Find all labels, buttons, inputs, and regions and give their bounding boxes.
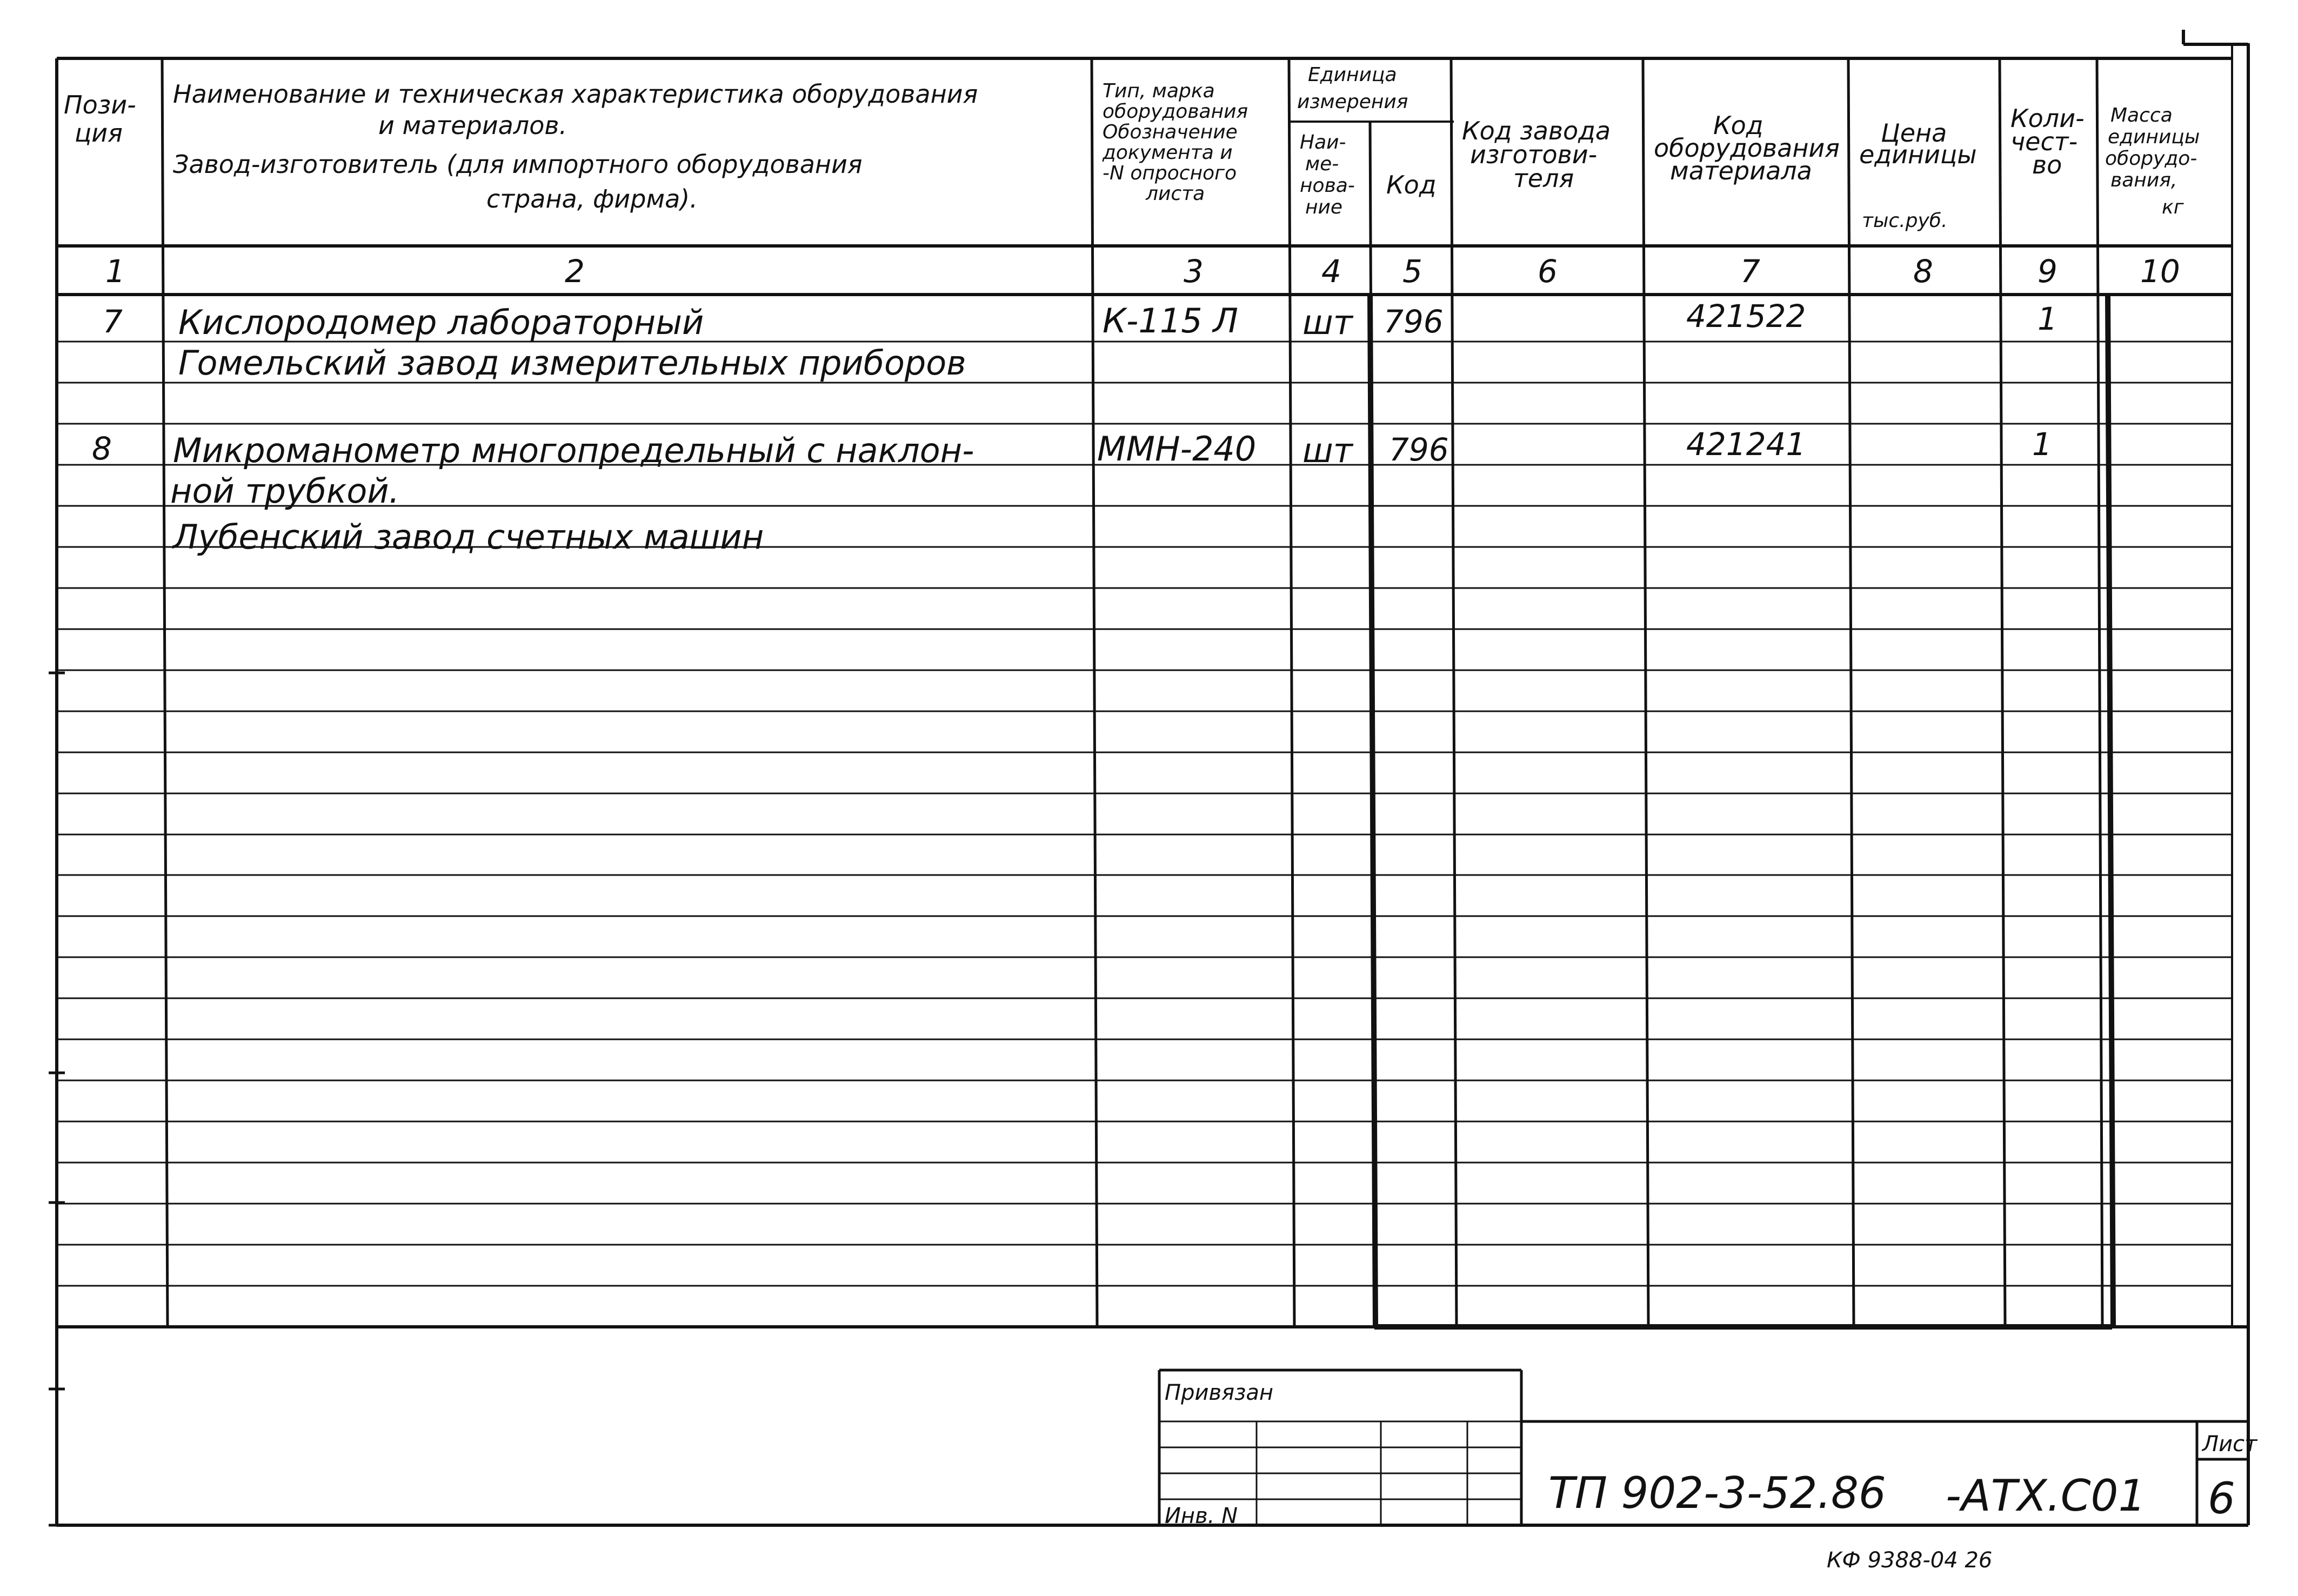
colnum-1: 1	[105, 253, 125, 290]
row-0-unit: шт	[1302, 303, 1353, 342]
row-0-qty: 1	[2038, 300, 2057, 337]
colnum-6: 6	[1538, 253, 1558, 290]
row-4-name: ной трубкой.	[170, 471, 400, 511]
row-0-unit-code: 796	[1384, 303, 1444, 340]
header-mass-line2: единицы	[2108, 126, 2200, 148]
column-number-row	[105, 253, 2180, 290]
header-name-line1: Наименование и техническая характеристика оборудования	[173, 79, 978, 109]
header-mass-line4: вания,	[2110, 169, 2177, 191]
footer-note: КФ 9388-04 26	[1827, 1548, 1993, 1573]
header-type-line6: листа	[1146, 183, 1205, 205]
row-0-name: Кислородомер лабораторный	[178, 303, 704, 342]
header-unit-name-line2: ме-	[1305, 153, 1339, 175]
header-qty-line3: во	[2032, 150, 2062, 179]
header-type-line3: Обозначение	[1103, 121, 1238, 143]
header-mass-line1: Масса	[2110, 104, 2173, 126]
header-unit-group-line2: измерения	[1297, 91, 1408, 113]
header-equip-code-line1: Код	[1713, 111, 1763, 140]
header-unit-name-line3: нова-	[1300, 175, 1355, 197]
row-5-name: Лубенский завод счетных машин	[173, 517, 764, 557]
colnum-9: 9	[2038, 253, 2057, 290]
header-unit-code: Код	[1386, 170, 1437, 199]
document-code-left: ТП 902-3-52.86	[1548, 1468, 1886, 1518]
row-0-position: 7	[103, 303, 123, 340]
header-type-line4: документа и	[1103, 142, 1233, 164]
header-qty-line2: чест-	[2010, 127, 2078, 156]
colnum-5: 5	[1402, 253, 1422, 290]
colnum-10: 10	[2140, 253, 2180, 290]
header-name-line2: и материалов.	[378, 111, 567, 140]
row-0-equip-code: 421522	[1686, 298, 1806, 335]
header-equip-code-line2: оборудования	[1654, 133, 1840, 163]
header-name-line4: страна, фирма).	[486, 184, 698, 213]
table-vertical-lines	[162, 58, 2113, 1327]
header-mass-line5: кг	[2162, 196, 2184, 218]
header-unit-name-line1: Наи-	[1300, 131, 1346, 153]
colnum-4: 4	[1321, 253, 1341, 290]
attached-label: Привязан	[1165, 1380, 1274, 1405]
header-qty-line1: Коли-	[2010, 104, 2085, 133]
row-3-name: Микроманометр многопредельный с наклон-	[173, 431, 974, 470]
header-position-line1: Пози-	[64, 90, 136, 119]
header-equip-code-line3: материала	[1670, 156, 1812, 185]
colnum-2: 2	[565, 253, 585, 290]
header-maker-code-line2: изготови-	[1470, 140, 1598, 169]
header-price-line2: единицы	[1859, 140, 1977, 169]
row-3-type: ММН-240	[1097, 429, 1257, 469]
header-maker-code-line1: Код завода	[1462, 116, 1611, 145]
header-mass-line3: оборудо-	[2105, 148, 2197, 170]
colnum-3: 3	[1184, 253, 1204, 290]
header-type-line1: Тип, марка	[1103, 80, 1215, 102]
colnum-7: 7	[1740, 253, 1760, 290]
inventory-number-label: Инв. N	[1165, 1504, 1238, 1528]
header-unit-group-line1: Единица	[1308, 64, 1397, 86]
table-header	[64, 64, 2200, 232]
row-3-qty: 1	[2032, 426, 2052, 463]
sheet-label: Лист	[2202, 1432, 2257, 1457]
row-3-equip-code: 421241	[1686, 426, 1806, 463]
header-name-line3: Завод-изготовитель (для импортного оборудования	[173, 150, 863, 179]
header-price-unit: тыс.руб.	[1862, 210, 1948, 232]
header-type-line5: -N опросного	[1103, 162, 1237, 184]
header-price-line1: Цена	[1881, 118, 1947, 148]
header-maker-code-line3: теля	[1513, 164, 1574, 193]
document-code-right: -АТХ.С01	[1946, 1471, 2146, 1521]
header-type-line2: оборудования	[1103, 101, 1248, 123]
colnum-8: 8	[1913, 253, 1933, 290]
header-unit-name-line4: ние	[1305, 196, 1343, 218]
sheet-number: 6	[2208, 1473, 2235, 1524]
row-3-unit-code: 796	[1389, 431, 1449, 468]
row-1-name: Гомельский завод измерительных приборов	[178, 343, 966, 383]
header-position-line2: ция	[75, 118, 123, 148]
row-0-type: К-115 Л	[1103, 301, 1239, 340]
table-rows	[92, 298, 2057, 557]
row-3-position: 8	[92, 430, 112, 467]
row-3-unit: шт	[1302, 431, 1353, 470]
